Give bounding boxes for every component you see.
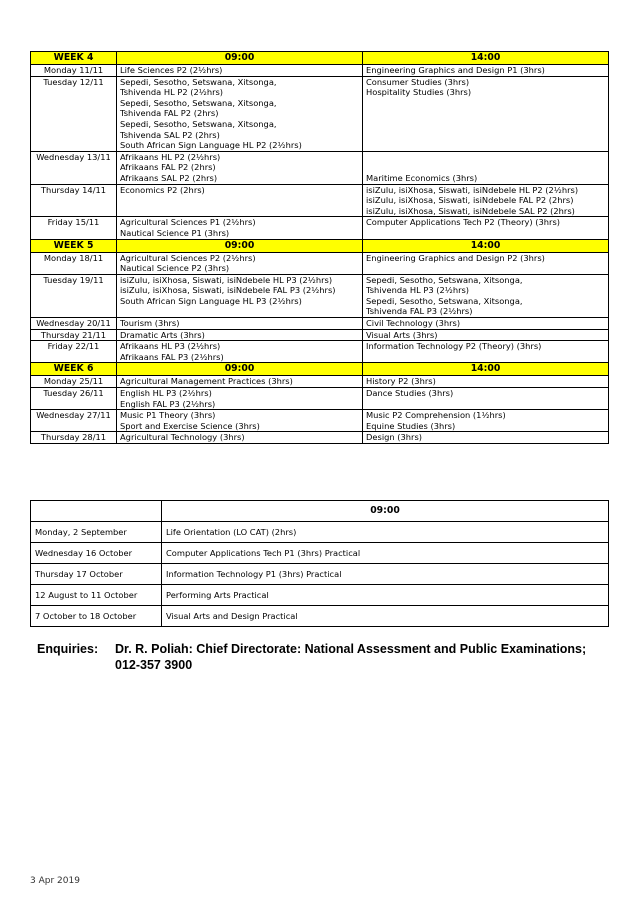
timetable-row	[31, 410, 609, 432]
enquiries-phone: 012-357 3900	[115, 658, 193, 672]
practical-date: 12 August to 11 October	[31, 585, 162, 606]
exam-day: Wednesday 27/11	[31, 410, 117, 432]
subject-line: Visual Arts (3hrs)	[366, 329, 438, 340]
footer-date: 3 Apr 2019	[30, 876, 80, 886]
week-label: WEEK 5	[31, 239, 117, 252]
subject-line: Maritime Economics (3hrs)	[366, 172, 478, 183]
subject-line: Sepedi, Sesotho, Setswana, Xitsonga,	[366, 274, 523, 285]
practical-subject: Life Orientation (LO CAT) (2hrs)	[162, 522, 609, 543]
subject-line: Afrikaans HL P2 (2½hrs)	[120, 151, 221, 162]
morning-session	[117, 329, 363, 341]
practical-date: Monday, 2 September	[31, 522, 162, 543]
morning-session	[117, 252, 363, 274]
subject-line: isiZulu, isiXhosa, Siswati, isiNdebele HL P2 (2½hrs)	[366, 184, 579, 195]
afternoon-session	[363, 151, 609, 184]
session-time-pm: 14:00	[363, 363, 609, 376]
exam-day: Tuesday 26/11	[31, 388, 117, 410]
subject-line: Sepedi, Sesotho, Setswana, Xitsonga,	[120, 118, 277, 129]
session-time-pm: 14:00	[363, 52, 609, 65]
exam-timetable	[30, 51, 609, 444]
exam-day: Thursday 14/11	[31, 184, 117, 217]
subject-line: Computer Applications Tech P2 (Theory) (3hrs)	[366, 217, 561, 228]
practical-exams-table	[30, 500, 609, 627]
practical-subject: Visual Arts and Design Practical	[162, 606, 609, 627]
practical-subject: Performing Arts Practical	[162, 585, 609, 606]
subject-line: Afrikaans FAL P2 (2hrs)	[120, 162, 216, 173]
header-empty-cell	[31, 501, 162, 522]
subject-line: History P2 (3hrs)	[366, 376, 436, 387]
subject-line: Music P1 Theory (3hrs)	[120, 410, 216, 421]
header-time: 09:00	[162, 501, 609, 522]
afternoon-session	[363, 76, 609, 151]
morning-session	[117, 184, 363, 217]
exam-day: Thursday 21/11	[31, 329, 117, 341]
subject-line: Agricultural Sciences P1 (2½hrs)	[120, 217, 256, 228]
subject-line: Tshivenda FAL P3 (2½hrs)	[366, 306, 473, 317]
enquiries-contact	[115, 641, 586, 673]
subject-line: Nautical Science P1 (3hrs)	[120, 227, 230, 238]
timetable-row	[31, 65, 609, 77]
afternoon-session	[363, 274, 609, 317]
subject-line: English FAL P3 (2½hrs)	[120, 398, 216, 409]
subject-line: Nautical Science P2 (3hrs)	[120, 263, 230, 274]
exam-day: Monday 18/11	[31, 252, 117, 274]
practical-date: Wednesday 16 October	[31, 543, 162, 564]
subject-line: Dance Studies (3hrs)	[366, 388, 454, 399]
timetable-row	[31, 388, 609, 410]
timetable-row	[31, 217, 609, 239]
week-label: WEEK 6	[31, 363, 117, 376]
subject-line: Tourism (3hrs)	[120, 318, 180, 329]
subject-line: Hospitality Studies (3hrs)	[366, 87, 472, 98]
practical-row	[31, 606, 609, 627]
exam-day: Thursday 28/11	[31, 432, 117, 444]
subject-line: Sepedi, Sesotho, Setswana, Xitsonga,	[120, 97, 277, 108]
morning-session	[117, 65, 363, 77]
practical-table-header	[31, 501, 609, 522]
subject-line: isiZulu, isiXhosa, Siswati, isiNdebele HL P3 (2½hrs)	[120, 274, 333, 285]
subject-line: Tshivenda FAL P2 (2hrs)	[120, 108, 219, 119]
timetable-row	[31, 151, 609, 184]
afternoon-session	[363, 329, 609, 341]
subject-line: Tshivenda HL P3 (2½hrs)	[366, 285, 470, 296]
timetable-row	[31, 252, 609, 274]
morning-session	[117, 341, 363, 363]
subject-line: Afrikaans HL P3 (2½hrs)	[120, 341, 221, 352]
exam-day: Monday 11/11	[31, 65, 117, 77]
subject-line: Sport and Exercise Science (3hrs)	[120, 420, 260, 431]
afternoon-session	[363, 341, 609, 363]
afternoon-session	[363, 65, 609, 77]
exam-day: Friday 15/11	[31, 217, 117, 239]
afternoon-session	[363, 388, 609, 410]
subject-line: Information Technology P2 (Theory) (3hrs)	[366, 341, 542, 352]
morning-session	[117, 318, 363, 330]
exam-day: Wednesday 13/11	[31, 151, 117, 184]
afternoon-session	[363, 376, 609, 388]
timetable-row	[31, 318, 609, 330]
subject-line: Agricultural Management Practices (3hrs)	[120, 376, 293, 387]
subject-line: Engineering Graphics and Design P1 (3hrs)	[366, 65, 545, 75]
subject-line: Agricultural Technology (3hrs)	[120, 432, 245, 443]
morning-session	[117, 432, 363, 444]
week-header-row	[31, 239, 609, 252]
subject-line: Afrikaans SAL P2 (2hrs)	[120, 172, 218, 183]
subject-line: Agricultural Sciences P2 (2½hrs)	[120, 252, 256, 263]
subject-line: Civil Technology (3hrs)	[366, 318, 461, 329]
timetable-row	[31, 432, 609, 444]
subject-line: Music P2 Comprehension (1½hrs)	[366, 410, 506, 421]
week-header-row	[31, 52, 609, 65]
timetable-row	[31, 184, 609, 217]
exam-day: Monday 25/11	[31, 376, 117, 388]
subject-line: Engineering Graphics and Design P2 (3hrs)	[366, 252, 545, 263]
practical-subject: Information Technology P1 (3hrs) Practical	[162, 564, 609, 585]
subject-line: Dramatic Arts (3hrs)	[120, 329, 205, 340]
exam-day: Tuesday 19/11	[31, 274, 117, 317]
subject-line: Consumer Studies (3hrs)	[366, 76, 470, 87]
afternoon-session	[363, 252, 609, 274]
subject-line: isiZulu, isiXhosa, Siswati, isiNdebele FAL P3 (2½hrs)	[120, 285, 336, 296]
timetable-row	[31, 329, 609, 341]
morning-session	[117, 76, 363, 151]
afternoon-session	[363, 432, 609, 444]
practical-row	[31, 522, 609, 543]
timetable-row	[31, 341, 609, 363]
subject-line: Tshivenda HL P2 (2½hrs)	[120, 87, 224, 98]
session-time-am: 09:00	[117, 239, 363, 252]
subject-line: Tshivenda SAL P2 (2hrs)	[120, 129, 220, 140]
morning-session	[117, 388, 363, 410]
subject-line: Life Sciences P2 (2½hrs)	[120, 65, 223, 75]
week-header-row	[31, 363, 609, 376]
subject-line: Equine Studies (3hrs)	[366, 420, 456, 431]
practical-date: 7 October to 18 October	[31, 606, 162, 627]
week-label: WEEK 4	[31, 52, 117, 65]
subject-line: English HL P3 (2½hrs)	[120, 388, 212, 399]
morning-session	[117, 376, 363, 388]
subject-line: Sepedi, Sesotho, Setswana, Xitsonga,	[120, 76, 277, 87]
enquiries-label: Enquiries:	[37, 642, 99, 656]
morning-session	[117, 151, 363, 184]
practical-row	[31, 585, 609, 606]
subject-line: Design (3hrs)	[366, 432, 423, 443]
afternoon-session	[363, 184, 609, 217]
subject-line: South African Sign Language HL P2 (2½hrs)	[120, 140, 302, 151]
morning-session	[117, 217, 363, 239]
exam-day: Wednesday 20/11	[31, 318, 117, 330]
subject-line: isiZulu, isiXhosa, Siswati, isiNdebele SAL P2 (2hrs)	[366, 205, 575, 216]
afternoon-session	[363, 217, 609, 239]
timetable-row	[31, 76, 609, 151]
timetable-row	[31, 376, 609, 388]
subject-line: South African Sign Language HL P3 (2½hrs)	[120, 295, 302, 306]
morning-session	[117, 274, 363, 317]
practical-row	[31, 543, 609, 564]
subject-line: Sepedi, Sesotho, Setswana, Xitsonga,	[366, 295, 523, 306]
subject-line: isiZulu, isiXhosa, Siswati, isiNdebele FAL P2 (2hrs)	[366, 195, 574, 206]
exam-day: Tuesday 12/11	[31, 76, 117, 151]
afternoon-session	[363, 318, 609, 330]
timetable-row	[31, 274, 609, 317]
session-time-am: 09:00	[117, 52, 363, 65]
enquiries-contact-line: Dr. R. Poliah: Chief Directorate: National Assessment and Public Examinations;	[115, 642, 587, 656]
subject-line: Afrikaans FAL P3 (2½hrs)	[120, 351, 224, 362]
subject-line: Economics P2 (2hrs)	[120, 184, 205, 195]
morning-session	[117, 410, 363, 432]
exam-day: Friday 22/11	[31, 341, 117, 363]
session-time-am: 09:00	[117, 363, 363, 376]
afternoon-session	[363, 410, 609, 432]
practical-row	[31, 564, 609, 585]
practical-date: Thursday 17 October	[31, 564, 162, 585]
session-time-pm: 14:00	[363, 239, 609, 252]
practical-subject: Computer Applications Tech P1 (3hrs) Practical	[162, 543, 609, 564]
